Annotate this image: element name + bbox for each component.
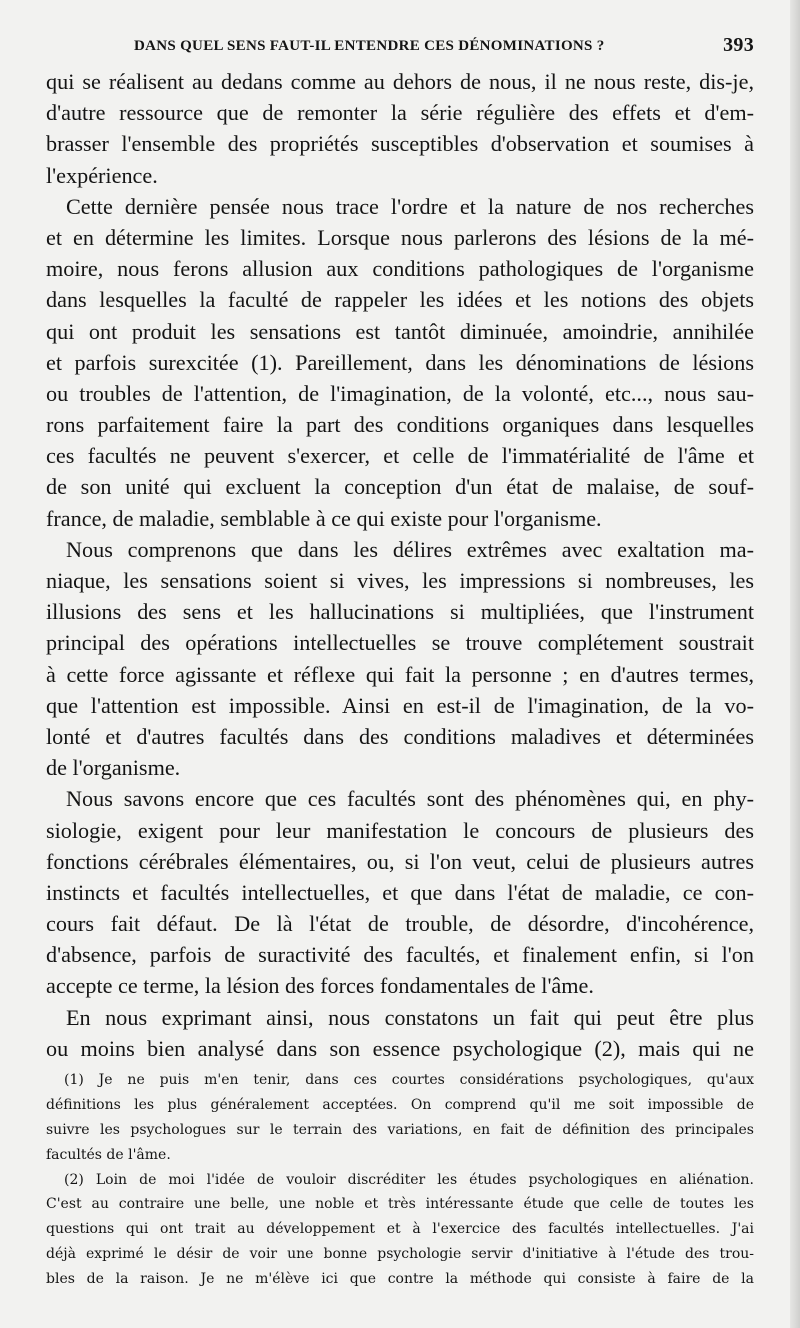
footnote-line: facultés de l'âme.: [46, 1146, 171, 1163]
body-line: d'autre ressource que de remonter la série régulière des effets et d'em-: [46, 100, 754, 126]
footnote-line: (2) Loin de moi l'idée de vouloir discréditer les études psychologiques en aliénation.: [64, 1171, 754, 1188]
body-line: ou troubles de l'attention, de l'imagination, de la volonté, etc..., nous sau-: [46, 380, 754, 406]
footnote-line: suivre les psychologues sur le terrain des variations, en fait de définition des principales: [46, 1121, 754, 1138]
body-line: dans lesquelles la faculté de rappeler les idées et les notions des objets: [46, 287, 754, 313]
body-line: niaque, les sensations soient si vives, les impressions si nombreuses, les: [46, 568, 754, 593]
body-line: moire, nous ferons allusion aux conditions pathologiques de l'organisme: [46, 256, 754, 282]
body-line: l'expérience.: [46, 162, 158, 188]
body-line: principal des opérations intellectuelles se trouve complétement soustrait: [46, 630, 754, 656]
body-line: illusions des sens et les hallucinations si multipliées, que l'instrument: [46, 599, 754, 625]
body-line: de l'organisme.: [46, 755, 181, 781]
footnote-line: déjà exprimé le désir de voir une bonne psychologie servir d'initiative à l'étude des trou-: [46, 1246, 754, 1263]
body-line: à cette force agissante et réflexe qui fait la personne ; en d'autres termes,: [46, 661, 754, 687]
body-line: Nous comprenons que dans les délires extrêmes avec exaltation ma-: [66, 536, 754, 562]
running-title: DANS QUEL SENS FAUT-IL ENTENDRE CES DÉNOMINATIONS ?: [134, 38, 605, 54]
page-number: 393: [723, 34, 754, 56]
body-line: d'absence, parfois de suractivité des facultés, et finalement enfin, si l'on: [46, 942, 754, 968]
body-text: [46, 66, 754, 1064]
body-line: accepte ce terme, la lésion des forces fondamentales de l'âme.: [46, 973, 594, 999]
body-line: et parfois surexcitée (1). Pareillement, dans les dénominations de lésions: [46, 349, 754, 375]
running-header: [134, 34, 754, 64]
body-line: que l'attention est impossible. Ainsi en est-il de l'imagination, de la vo-: [46, 692, 754, 718]
footnote-line: C'est au contraire une belle, une noble et très intéressante étude que celle de toutes les: [46, 1196, 754, 1213]
footnote-line: définitions les plus généralement acceptées. On comprend qu'il me soit impossible de: [46, 1096, 754, 1113]
body-line: En nous exprimant ainsi, nous constatons un fait qui peut être plus: [66, 1004, 754, 1030]
footnote-line: (1) Je ne puis m'en tenir, dans ces courtes considérations psychologiques, qu'aux: [64, 1072, 754, 1088]
body-line: qui ont produit les sensations est tantôt diminuée, amoindrie, annihilée: [46, 318, 754, 344]
body-line: brasser l'ensemble des propriétés susceptibles d'observation et soumises à: [46, 131, 754, 157]
body-line: siologie, exigent pour leur manifestation le concours de plusieurs des: [46, 817, 754, 843]
body-line: lonté et d'autres facultés dans des conditions maladives et déterminées: [46, 723, 754, 749]
body-line: fonctions cérébrales élémentaires, ou, si l'on veut, celui de plusieurs autres: [46, 848, 754, 874]
footnote-line: questions qui ont trait au développement et à l'exercice des facultés intellectuelles. J'ai: [46, 1221, 754, 1238]
footnote-line: bles de la raison. Je ne m'élève ici que contre la méthode qui consiste à faire de la: [46, 1271, 754, 1288]
body-line: Nous savons encore que ces facultés sont des phénomènes qui, en phy-: [66, 786, 754, 812]
body-line: de son unité qui excluent la conception d'un état de malaise, de souf-: [46, 474, 754, 500]
body-line: cours fait défaut. De là l'état de trouble, de désordre, d'incohérence,: [46, 911, 754, 937]
body-line: ou moins bien analysé dans son essence psychologique (2), mais qui ne: [46, 1035, 754, 1061]
body-line: ces facultés ne peuvent s'exercer, et celle de l'immatérialité de l'âme et: [46, 443, 754, 469]
body-line: et en détermine les limites. Lorsque nous parlerons des lésions de la mé-: [46, 224, 754, 250]
body-line: instincts et facultés intellectuelles, et que dans l'état de maladie, ce con-: [46, 879, 754, 905]
page-edge-shadow: [790, 0, 800, 1328]
body-line: Cette dernière pensée nous trace l'ordre et la nature de nos recherches: [66, 193, 754, 219]
body-line: rons parfaitement faire la part des conditions organiques dans lesquelles: [46, 412, 754, 438]
footnotes: [46, 1068, 754, 1292]
body-line: qui se réalisent au dedans comme au dehors de nous, il ne nous reste, dis-je,: [46, 69, 754, 94]
body-line: france, de maladie, semblable à ce qui existe pour l'organisme.: [46, 505, 602, 531]
